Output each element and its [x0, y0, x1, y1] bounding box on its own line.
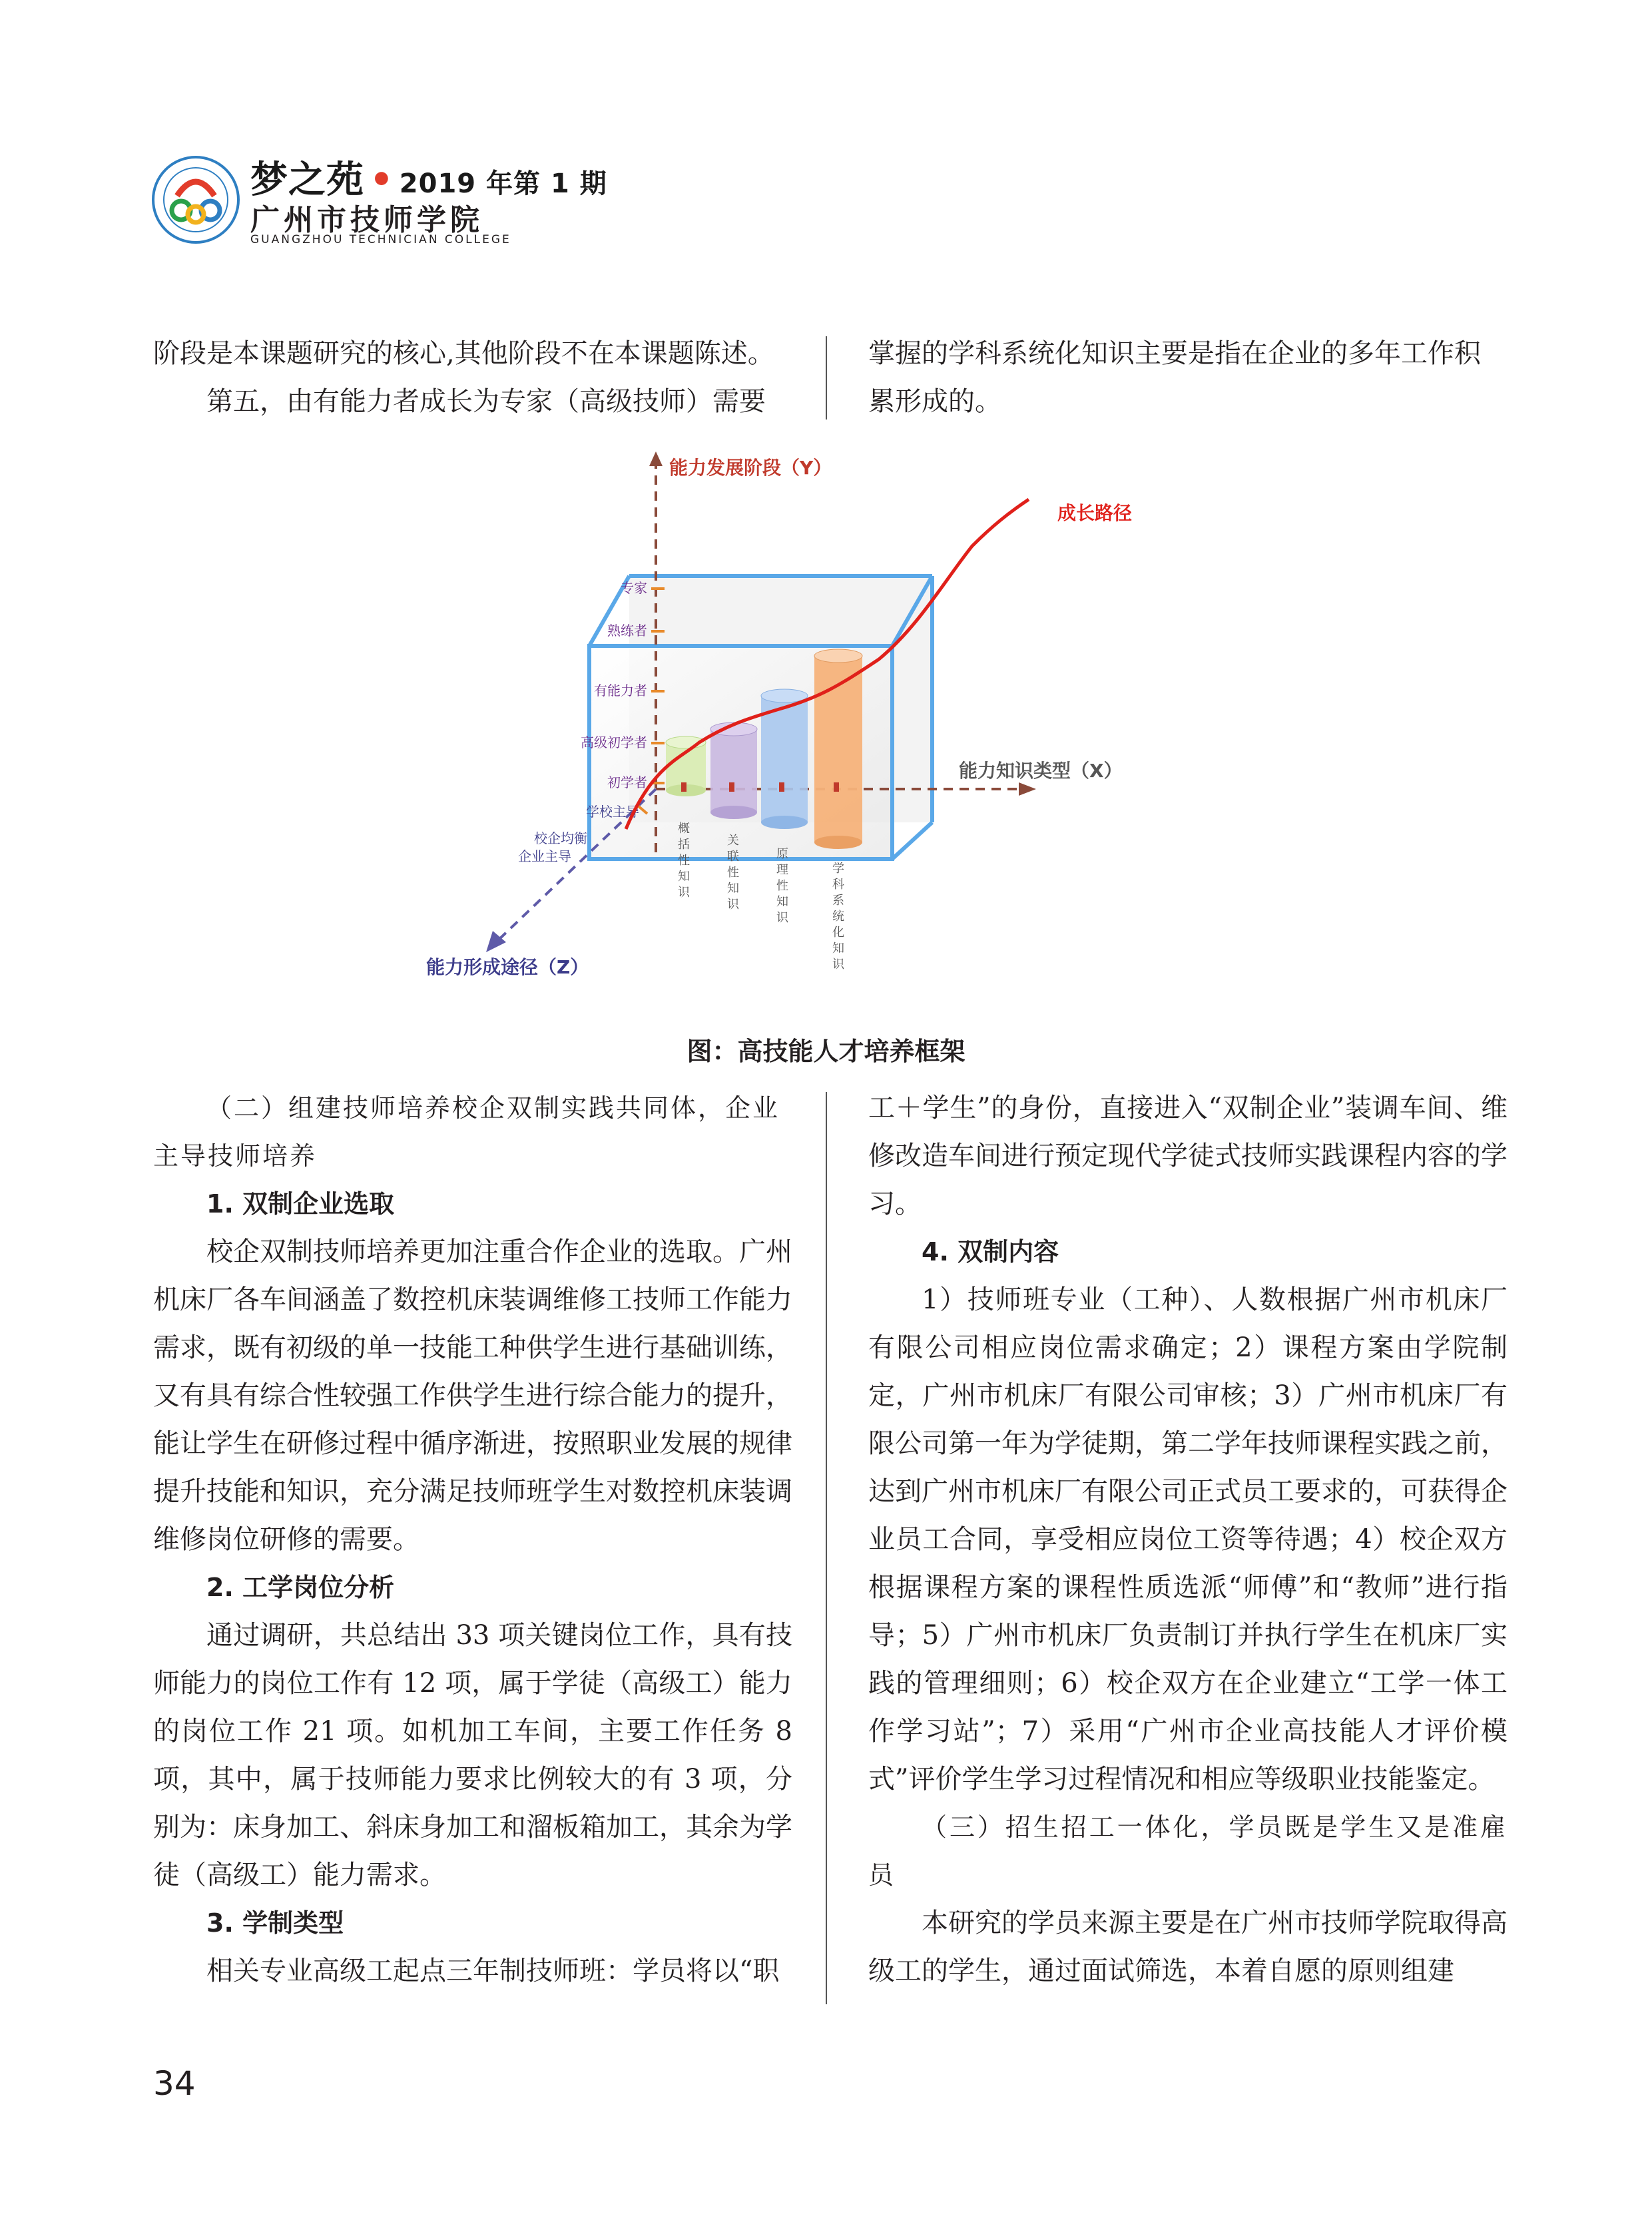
x-marker: [779, 782, 784, 792]
z-level-label: 校企均衡: [534, 830, 587, 846]
x-marker: [729, 782, 734, 792]
right-column: [868, 1084, 1508, 1995]
section-heading: （三）招生招工一体化，学员既是学生又是准雇员: [868, 1812, 1508, 1890]
text-line: 累形成的。: [868, 386, 1001, 417]
knowledge-type-label: 原理性知识: [776, 847, 788, 925]
knowledge-type-label: 关联性知识: [727, 834, 739, 912]
paragraph: 本研究的学员来源主要是在广州市技师学院取得高级工的学生，通过面试筛选，本着自愿的原则组建: [868, 1908, 1508, 1986]
z-level-label: 企业主导: [518, 848, 571, 864]
y-level-label: 初学者: [607, 774, 647, 790]
paragraph: 1）技师班专业（工种）、人数根据广州市机床厂有限公司相应岗位需求确定；2）课程方案由学院制定，广州市机床厂有限公司审核；3）广州市机床厂有限公司第一年为学徒期，第二学年技师课程实践之前，达到广州市机床厂有限公司正式员工要求的，可获得企业员工合同，享受相应岗位工资等待遇；4）校企双方根据课程方案的课程性质选派“师傅”和“教师”进行指导；5）广州市机床厂负责制订并执行学生在机床厂实践的管理细则；6）校企双方在企业建立“工学一体工作学习站”；7）采用“广州市企业高技能人才评价模式”评价学生学习过程情况和相应等级职业技能鉴定。: [868, 1284, 1508, 1795]
subsection-heading: 1. 双制企业选取: [206, 1189, 395, 1219]
subsection-heading: 2. 工学岗位分析: [206, 1573, 395, 1602]
z-axis-label: 能力形成途径（Z）: [426, 956, 589, 978]
y-level-label: 专家: [621, 580, 647, 596]
section-heading: （二）组建技师培养校企双制实践共同体，企业: [206, 1093, 780, 1123]
college-name-en: GUANGZHOU TECHNICIAN COLLEGE: [250, 233, 511, 246]
x-marker: [834, 782, 839, 792]
text-line: 阶段是本课题研究的核心,其他阶段不在本课题陈述。: [153, 338, 774, 369]
college-logo-icon: [150, 154, 241, 245]
paragraph: 通过调研，共总结出 33 项关键岗位工作，具有技师能力的岗位工作有 12 项，属于学徒（高级工）能力的岗位工作 21 项。如机加工车间，主要工作任务 8 项，其中，属于技师能力要求比例较大的有 3 项，分别为：床身加工、斜床身加工和溜板箱加工，其余为学徒（高级工）能力需求。: [153, 1620, 792, 1890]
left-column: [153, 1084, 792, 1995]
issue-label: 2019 年第 1 期: [399, 168, 607, 199]
knowledge-type-label: 概括性知识: [678, 822, 690, 900]
magazine-title: 梦之苑 • 2019 年第 1 期: [250, 158, 607, 202]
section-heading-cont: 主导技师培养: [153, 1141, 318, 1171]
page-number: 34: [153, 2064, 196, 2103]
top-left-text: [153, 330, 792, 425]
top-right-text: [868, 330, 1508, 425]
y-axis-label: 能力发展阶段（Y）: [669, 457, 832, 479]
y-axis-arrow: [649, 451, 663, 466]
knowledge-type-label: 学科系统化知识: [832, 862, 844, 972]
x-axis-arrow: [1019, 782, 1036, 796]
x-axis-label: 能力知识类型（X）: [959, 760, 1123, 782]
text-line: 第五，由有能力者成长为专家（高级技师）需要: [206, 386, 766, 417]
y-level-label: 有能力者: [594, 683, 647, 698]
subsection-heading: 3. 学制类型: [206, 1908, 344, 1938]
paragraph: 相关专业高级工起点三年制技师班：学员将以“职: [206, 1956, 780, 1986]
paragraph: 校企双制技师培养更加注重合作企业的选取。广州机床厂各车间涵盖了数控机床装调维修工技师工作能力需求，既有初级的单一技能工种供学生进行基础训练，又有具有综合性较强工作供学生进行综合能力的提升，能让学生在研修过程中循序渐进，按照职业发展的规律提升技能和知识，充分满足技师班学生对数控机床装调维修岗位研修的需要。: [153, 1237, 792, 1555]
y-level-label: 熟练者: [607, 623, 647, 639]
talent-framework-figure: [426, 446, 1199, 1019]
x-marker: [681, 782, 687, 792]
subsection-heading: 4. 双制内容: [922, 1237, 1059, 1266]
growth-path-label: 成长路径: [1057, 502, 1133, 524]
page-header: [150, 148, 683, 248]
paragraph: 工＋学生”的身份，直接进入“双制企业”装调车间、维修改造车间进行预定现代学徒式技师实践课程内容的学习。: [868, 1093, 1508, 1219]
column-divider: [826, 1092, 827, 2004]
college-name-cn: 广州市技师学院: [250, 203, 483, 237]
figure-caption: 图：高技能人才培养框架: [687, 1037, 965, 1066]
z-level-label: 学校主导: [586, 804, 639, 820]
y-level-label: 高级初学者: [581, 734, 647, 750]
column-divider: [826, 336, 827, 419]
text-line: 掌握的学科系统化知识主要是指在企业的多年工作积: [868, 338, 1481, 369]
